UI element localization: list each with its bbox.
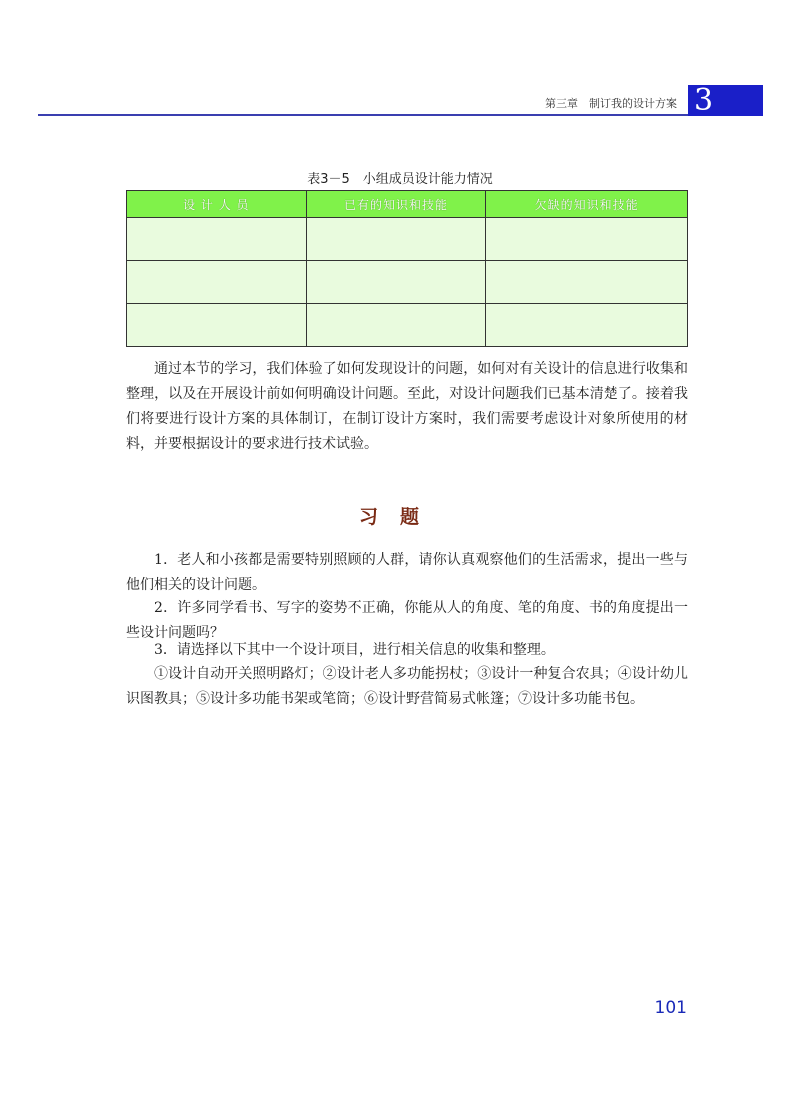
exercise-item: 3．请选择以下其中一个设计项目，进行相关信息的收集和整理。 bbox=[154, 642, 555, 658]
column-header: 欠缺的知识和技能 bbox=[486, 191, 688, 218]
chapter-number: 3 bbox=[694, 83, 714, 118]
table-header-row bbox=[127, 191, 688, 218]
table-cell bbox=[306, 304, 486, 347]
page-header bbox=[38, 85, 763, 117]
page-number: 101 bbox=[654, 998, 687, 1018]
table-cell bbox=[486, 304, 688, 347]
table-cell bbox=[127, 261, 307, 304]
body-paragraph: 通过本节的学习，我们体验了如何发现设计的问题，如何对有关设计的信息进行收集和整理，以及在开展设计前如何明确设计问题。至此，对设计问题我们已基本清楚了。接着我们将要进行设计方案的具体制订，在制订设计方案时，我们需要考虑设计对象所使用的材料，并要根据设计的要求进行技术试验。 bbox=[126, 361, 688, 452]
table-row bbox=[127, 304, 688, 347]
table-row bbox=[127, 218, 688, 261]
header-rule bbox=[38, 114, 688, 116]
table-row bbox=[127, 261, 688, 304]
chapter-title: 第三章 制订我的设计方案 bbox=[545, 97, 677, 110]
table-cell bbox=[486, 261, 688, 304]
column-header: 已有的知识和技能 bbox=[306, 191, 486, 218]
table-caption: 表3－5 小组成员设计能力情况 bbox=[307, 172, 493, 187]
table-cell bbox=[306, 261, 486, 304]
column-header: 设 计 人 员 bbox=[127, 191, 307, 218]
exercise-options: ①设计自动开关照明路灯；②设计老人多功能拐杖；③设计一种复合农具；④设计幼儿识图教具；⑤设计多功能书架或笔筒；⑥设计野营简易式帐篷；⑦设计多功能书包。 bbox=[126, 666, 688, 707]
exercises-title: 习题 bbox=[358, 506, 441, 528]
exercise-item: 2．许多同学看书、写字的姿势不正确，你能从人的角度、笔的角度、书的角度提出一些设计问题吗？ bbox=[126, 600, 688, 641]
exercise-item: 1．老人和小孩都是需要特别照顾的人群，请你认真观察他们的生活需求，提出一些与他们相关的设计问题。 bbox=[126, 552, 688, 593]
table-cell bbox=[486, 218, 688, 261]
table-cell bbox=[127, 304, 307, 347]
table-cell bbox=[127, 218, 307, 261]
chapter-badge bbox=[688, 85, 763, 116]
table-cell bbox=[306, 218, 486, 261]
skills-table bbox=[126, 190, 688, 347]
